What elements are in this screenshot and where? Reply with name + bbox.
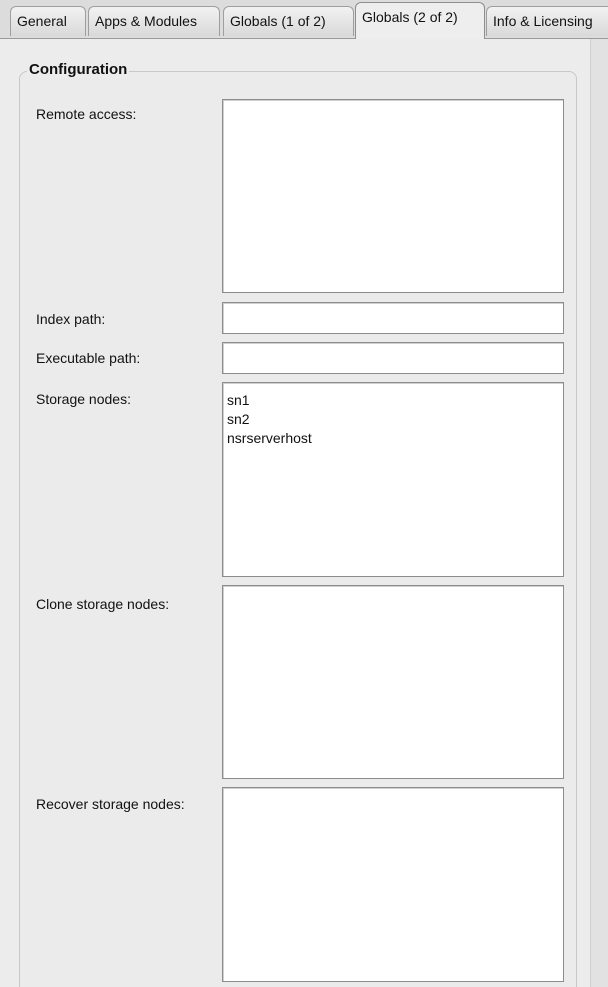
list-item[interactable]: sn2 [227,411,250,427]
tab-bar [0,0,608,38]
recover-storage-nodes-list[interactable] [222,787,564,982]
recover-storage-nodes-label: Recover storage nodes: [36,796,185,812]
storage-nodes-label: Storage nodes: [36,391,131,407]
scroll-edge [590,39,608,987]
remote-access-textarea[interactable] [222,99,564,293]
clone-storage-nodes-list[interactable] [222,585,564,779]
tab-content-panel [0,38,608,987]
tab-globals-2-of-2[interactable]: Globals (2 of 2) [355,2,485,39]
list-item[interactable]: nsrserverhost [227,430,312,446]
configuration-group-title: Configuration [29,61,128,78]
storage-nodes-list[interactable] [222,382,564,577]
tab-info-licensing[interactable]: Info & Licensing [486,6,608,36]
index-path-label: Index path: [36,311,106,327]
list-item[interactable]: sn1 [227,392,250,408]
executable-path-label: Executable path: [36,350,141,366]
executable-path-input[interactable] [222,342,564,374]
remote-access-label: Remote access: [36,106,137,122]
index-path-input[interactable] [222,302,564,334]
tab-apps-modules[interactable]: Apps & Modules [88,6,220,36]
clone-storage-nodes-label: Clone storage nodes: [36,596,170,612]
tab-general[interactable]: General [10,6,86,36]
tab-globals-1-of-2[interactable]: Globals (1 of 2) [223,6,354,36]
